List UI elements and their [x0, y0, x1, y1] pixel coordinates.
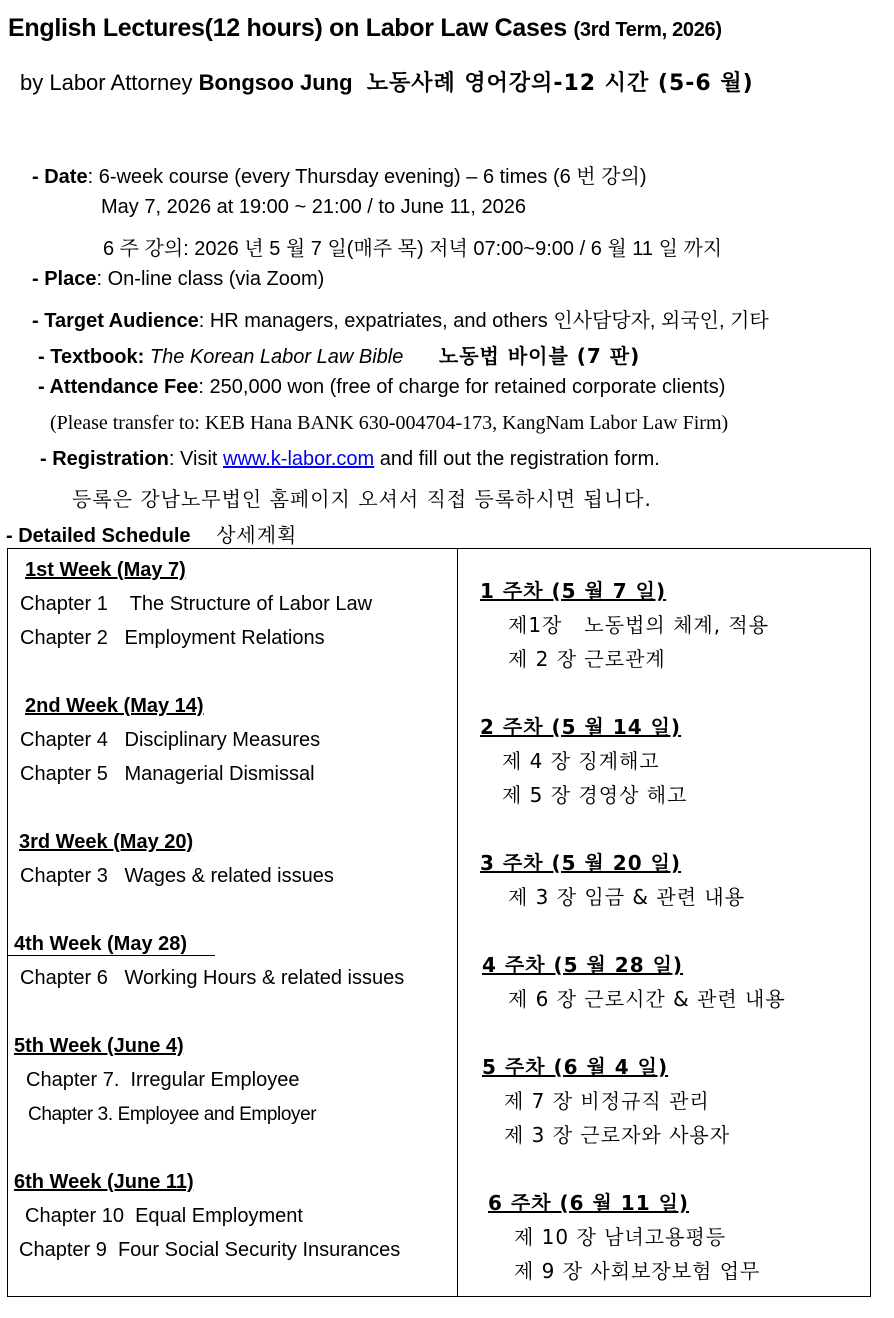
kr-week-6-heading: 6 주차 (6 월 11 일) — [488, 1191, 690, 1215]
week-2-heading: 2nd Week (May 14) — [25, 695, 204, 717]
kr-week-1-heading: 1 주차 (5 월 7 일) — [480, 579, 667, 603]
place-line — [32, 268, 324, 291]
fee-line — [38, 376, 725, 399]
week-3-item-1: Chapter 3 Wages & related issues — [20, 865, 334, 887]
kr-week-2-heading: 2 주차 (5 월 14 일) — [480, 715, 682, 739]
kr-week-3-heading: 3 주차 (5 월 20 일) — [480, 851, 682, 875]
fee-label: - Attendance Fee — [38, 376, 199, 398]
place-text: : On-line class (via Zoom) — [96, 268, 325, 290]
week-4-item-1: Chapter 6 Working Hours & related issues — [20, 967, 405, 989]
kr-week-2-item-1: 제 4 장 징계해고 — [502, 749, 660, 773]
place-label: - Place — [32, 268, 97, 290]
byline — [20, 66, 754, 97]
week-1-heading: 1st Week (May 7) — [25, 559, 186, 581]
textbook-title: The Korean Labor Law Bible — [149, 346, 404, 368]
schedule-label: - Detailed Schedule — [6, 525, 191, 547]
title-main: English Lectures(12 hours) on Labor Law Cases — [8, 14, 567, 42]
kr-week-3-item-1: 제 3 장 임금 & 관련 내용 — [508, 885, 746, 909]
kr-week-4-item-1: 제 6 장 근로시간 & 관련 내용 — [508, 987, 786, 1011]
week-6-heading: 6th Week (June 11) — [14, 1171, 194, 1193]
registration-prefix: : Visit — [168, 448, 223, 470]
week-5-item-1: Chapter 7. Irregular Employee — [26, 1069, 300, 1091]
kr-week-1-item-1: 제1장 노동법의 체계, 적용 — [508, 613, 770, 637]
registration-korean: 등록은 강남노무법인 홈페이지 오셔서 직접 등록하시면 됩니다. — [72, 487, 652, 511]
week-2-item-1: Chapter 4 Disciplinary Measures — [20, 729, 321, 751]
kr-week-6-item-2: 제 9 장 사회보장보험 업무 — [514, 1259, 761, 1283]
week-5-item-2: Chapter 3. Employee and Employer — [28, 1104, 317, 1125]
date-line — [32, 160, 647, 189]
registration-line — [40, 448, 660, 471]
week-6-item-2: Chapter 9 Four Social Security Insurances — [19, 1239, 401, 1261]
textbook-label: - Textbook: — [38, 346, 145, 368]
author-name: Bongsoo Jung — [198, 70, 353, 95]
textbook-korean: 노동법 바이블 (7 판) — [438, 344, 641, 368]
kr-week-2-item-2: 제 5 장 경영상 해고 — [502, 783, 688, 807]
textbook-line — [38, 340, 640, 369]
table-divider — [457, 548, 458, 1297]
schedule-korean: 상세계획 — [216, 523, 298, 547]
registration-suffix: and fill out the registration form. — [374, 448, 660, 470]
byline-prefix: by Labor Attorney — [20, 70, 193, 95]
kr-week-5-heading: 5 주차 (6 월 4 일) — [482, 1055, 669, 1079]
date-label: - Date — [32, 166, 88, 188]
kr-week-4-heading: 4 주차 (5 월 28 일) — [482, 953, 684, 977]
kr-week-1-item-2: 제 2 장 근로관계 — [508, 647, 666, 671]
schedule-heading — [6, 519, 297, 548]
week-4-heading: 4th Week (May 28) — [14, 933, 188, 955]
week-6-item-1: Chapter 10 Equal Employment — [25, 1205, 303, 1227]
registration-label: - Registration — [40, 448, 169, 470]
audience-label: - Target Audience — [32, 310, 199, 332]
registration-link[interactable]: www.k-labor.com — [223, 448, 375, 470]
week-1-item-1: Chapter 1 The Structure of Labor Law — [20, 593, 373, 615]
date-line-3: 6 주 강의: 2026 년 5 월 7 일(매주 목) 저녁 07:00~9:00 / 6 월 11 일 까지 — [103, 238, 723, 260]
week-4-underline — [8, 955, 215, 956]
audience-text: : HR managers, expatriates, and others 인사담당자, 외국인, 기타 — [198, 310, 769, 332]
week-5-heading: 5th Week (June 4) — [14, 1035, 184, 1057]
kr-week-6-item-1: 제 10 장 남녀고용평등 — [514, 1225, 727, 1249]
date-text: : 6-week course (every Thursday evening) – 6 times (6 번 강의) — [87, 166, 647, 188]
week-2-item-2: Chapter 5 Managerial Dismissal — [20, 763, 315, 785]
kr-week-5-item-1: 제 7 장 비정규직 관리 — [504, 1089, 710, 1113]
week-3-heading: 3rd Week (May 20) — [19, 831, 194, 853]
title-term: (3rd Term, 2026) — [573, 19, 722, 41]
kr-week-5-item-2: 제 3 장 근로자와 사용자 — [504, 1123, 731, 1147]
page-title — [8, 14, 722, 43]
fee-transfer: (Please transfer to: KEB Hana BANK 630-004704-173, KangNam Labor Law Firm) — [50, 412, 729, 434]
date-line-2: May 7, 2026 at 19:00 ~ 21:00 / to June 11, 2026 — [101, 196, 526, 218]
audience-line — [32, 304, 769, 333]
fee-text: : 250,000 won (free of charge for retained corporate clients) — [198, 376, 726, 398]
week-1-item-2: Chapter 2 Employment Relations — [20, 627, 325, 649]
byline-korean: 노동사례 영어강의-12 시간 (5-6 월) — [366, 71, 754, 96]
